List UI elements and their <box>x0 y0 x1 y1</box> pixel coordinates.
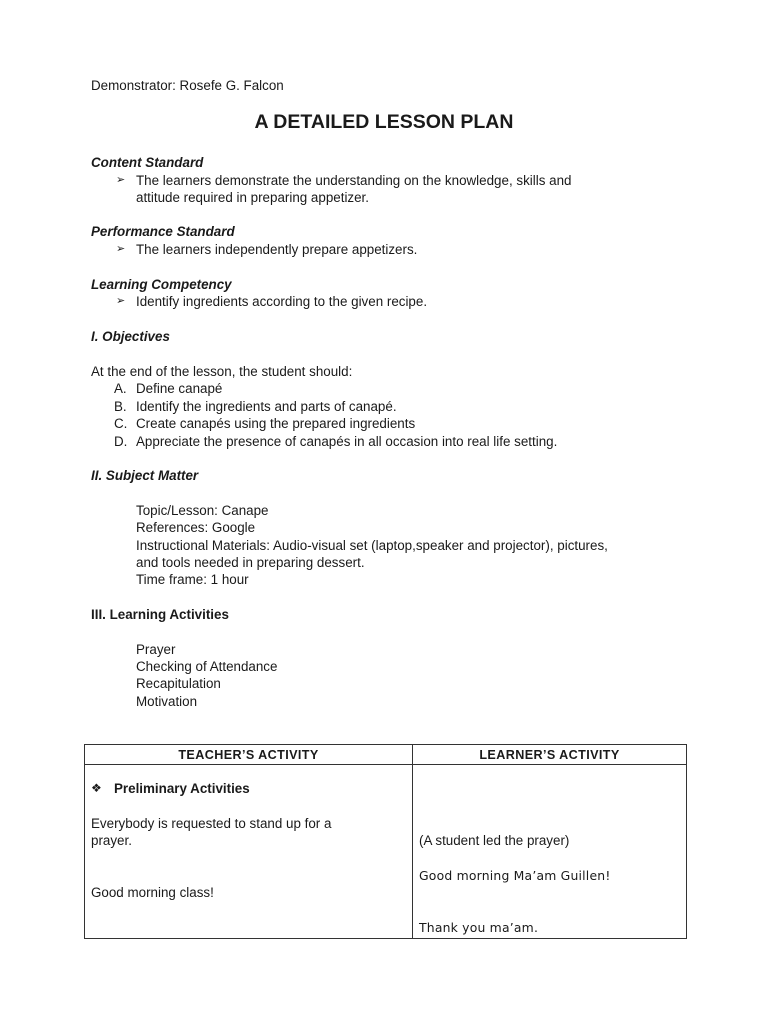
objective-marker: B. <box>114 399 127 414</box>
objective-item: Appreciate the presence of canapés in all occasion into real life setting. <box>136 434 558 449</box>
performance-standard-text: The learners independently prepare appetizers. <box>136 242 418 257</box>
subject-topic: Topic/Lesson: Canape <box>136 503 269 518</box>
subject-references: References: Google <box>136 520 256 535</box>
learner-activity-cell <box>413 765 687 939</box>
activity-item-motivation: Motivation <box>136 694 198 709</box>
performance-standard-heading: Performance Standard <box>91 224 235 239</box>
objective-item: Identify the ingredients and parts of canapé. <box>136 399 397 414</box>
teacher-instruction-line-1: Everybody is requested to stand up for a <box>91 816 332 831</box>
content-standard-line-1: The learners demonstrate the understanding on the knowledge, skills and <box>136 173 572 188</box>
objective-marker: D. <box>114 434 128 449</box>
objectives-intro: At the end of the lesson, the student should: <box>91 364 353 379</box>
objective-item: Create canapés using the prepared ingredients <box>136 416 416 431</box>
table-row <box>85 765 687 939</box>
learning-competency-text: Identify ingredients according to the given recipe. <box>136 294 428 309</box>
teacher-instruction-line-2: prayer. <box>91 833 132 848</box>
objective-marker: C. <box>114 416 128 431</box>
subject-time-frame: Time frame: 1 hour <box>136 572 249 587</box>
learner-prayer-note: (A student led the prayer) <box>419 833 570 848</box>
objective-item: Define canapé <box>136 381 223 396</box>
teacher-activity-header: TEACHER’S ACTIVITY <box>85 745 413 765</box>
activity-item-attendance: Checking of Attendance <box>136 659 278 674</box>
bullet-arrow-icon: ➢ <box>116 174 126 186</box>
activity-item-recapitulation: Recapitulation <box>136 676 221 691</box>
activity-table <box>84 744 687 939</box>
table-header-row <box>85 745 687 765</box>
subject-matter-heading: II. Subject Matter <box>91 468 199 483</box>
learner-activity-header: LEARNER’S ACTIVITY <box>413 745 687 765</box>
teacher-activity-cell <box>85 765 413 939</box>
diamond-bullet-icon: ❖ <box>91 781 102 795</box>
content-standard-heading: Content Standard <box>91 155 204 170</box>
page-title: A DETAILED LESSON PLAN <box>254 111 514 133</box>
demonstrator-line: Demonstrator: Rosefe G. Falcon <box>91 78 284 93</box>
learning-competency-heading: Learning Competency <box>91 277 232 292</box>
activity-item-prayer: Prayer <box>136 642 176 657</box>
bullet-arrow-icon: ➢ <box>116 243 126 255</box>
objective-marker: A. <box>114 381 127 396</box>
bullet-arrow-icon: ➢ <box>116 295 126 307</box>
teacher-greeting: Good morning class! <box>91 885 214 900</box>
objectives-heading: I. Objectives <box>91 329 170 344</box>
learner-thanks: Thank you ma’am. <box>419 920 539 935</box>
subject-materials-line-2: and tools needed in preparing dessert. <box>136 555 365 570</box>
preliminary-activities-heading: Preliminary Activities <box>114 781 250 796</box>
learning-activities-heading: III. Learning Activities <box>91 607 229 622</box>
subject-materials-line-1: Instructional Materials: Audio-visual set (laptop,speaker and projector), pictures, <box>136 538 608 553</box>
content-standard-line-2: attitude required in preparing appetizer. <box>136 190 370 205</box>
learner-greeting: Good morning Ma’am Guillen! <box>419 868 611 883</box>
